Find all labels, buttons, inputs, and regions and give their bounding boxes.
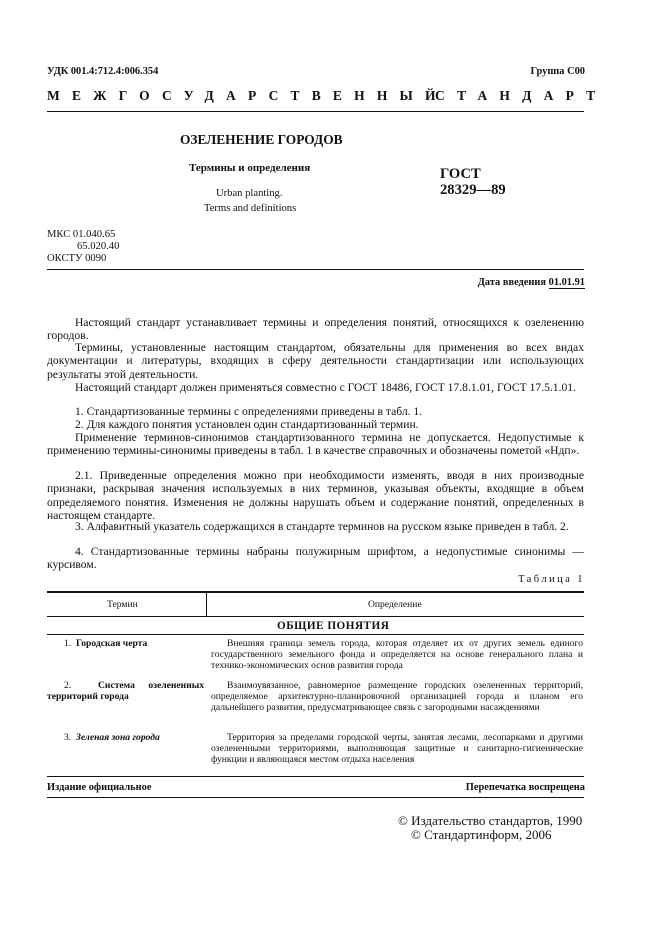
mks-code-1: МКС 01.040.65 [47, 229, 116, 240]
english-title-line1: Urban planting. [216, 188, 283, 199]
edition-official: Издание официальное [47, 782, 152, 793]
body-paragraph: 2.1. Приведенные определения можно при необходимости изменять, вводя в них производные признаки, раскрывая значения используемых в них терминов, указывая объекты, входящие в объем определяемого понятия. Изменения не должны нарушать объем и содержание понятий, определенных в настоящем стандарте. [47, 469, 584, 522]
body-paragraph: 2. Для каждого понятия установлен один стандартизованный термин. [75, 418, 419, 431]
document-subtitle: Термины и определения [189, 162, 311, 174]
table-caption: Таблица 1 [518, 574, 585, 585]
table-row-term [47, 680, 204, 702]
english-title-line2: Terms and definitions [204, 203, 297, 214]
header-divider [47, 111, 584, 112]
intro-date-label: Дата введения [477, 277, 547, 288]
body-paragraph: Применение терминов-синонимов стандартизованного термина не допускается. Недопустимые к применению термины-синонимы приведены в табл. 1 в качестве справочных и обозначены пометой «Ндп». [47, 431, 584, 458]
mks-code-2: 65.020.40 [77, 241, 120, 252]
body-paragraph: Настоящий стандарт устанавливает термины и определения понятий, относящихся к озеленению городов. [47, 316, 584, 343]
gost-label: ГОСТ [440, 166, 481, 182]
body-paragraph: 3. Алфавитный указатель содержащихся в стандарте терминов на русском языке приведен в табл. 2. [75, 520, 569, 533]
section-divider [47, 634, 584, 635]
term-name: Зеленая зона города [76, 732, 160, 743]
header-column-divider [206, 591, 207, 616]
column-header-term: Термин [107, 599, 138, 610]
table-header-divider [47, 616, 584, 617]
footer-bottom-divider [47, 797, 584, 798]
okstu-code: ОКСТУ 0090 [47, 253, 107, 264]
group-code: Группа С00 [530, 66, 585, 77]
standard-banner-left: МЕЖГОСУДАРСТВЕННЫЙ [47, 88, 448, 103]
table-row-definition: Взаимоувязанное, равномерное размещение городских озелененных территорий, определяемое архитектурно-планировочной организацией города и планом его дальнейшего развития, предусматривающее связь с загородными насаждениями [211, 680, 583, 714]
document-title: ОЗЕЛЕНЕНИЕ ГОРОДОВ [180, 132, 343, 147]
table-row-term [64, 638, 204, 649]
term-number: 1. [64, 638, 72, 649]
copyright-standartinform: © Стандартинформ, 2006 [411, 827, 552, 842]
intro-date [478, 277, 585, 288]
gost-number: 28329—89 [440, 182, 506, 198]
reprint-prohibited: Перепечатка воспрещена [465, 782, 585, 793]
term-number: 3. [64, 732, 72, 743]
term-name: Система озелененных территорий города [47, 680, 205, 703]
body-paragraph: 1. Стандартизованные термины с определениями приведены в табл. 1. [75, 405, 423, 418]
table-row-definition: Территория за пределами городской черты, занятая лесами, лесопарками и другими озелененными территориями, выполняющая защитные и санитарно-гигиенические функции и являющаяся местом отдыха населения [211, 732, 583, 766]
body-paragraph: Настоящий стандарт должен применяться совместно с ГОСТ 18486, ГОСТ 17.8.1.01, ГОСТ 17.5.1.01. [75, 381, 576, 394]
footer-divider [47, 776, 584, 777]
standard-banner-right: СТАНДАРТ [435, 88, 608, 103]
body-paragraph: Термины, установленные настоящим стандартом, обязательны для применения во всех видах документации и литературы, входящих в сферу деятельности стандартизации или использующих результаты этой деятельности. [47, 341, 584, 381]
column-header-definition: Определение [368, 599, 422, 610]
section-title: ОБЩИЕ ПОНЯТИЯ [277, 620, 390, 632]
term-number: 2. [64, 680, 72, 691]
intro-date-value: 01.01.91 [548, 277, 585, 288]
title-divider [47, 269, 584, 270]
term-name: Городская черта [76, 638, 148, 649]
udk-code: УДК 001.4:712.4:006.354 [47, 66, 159, 77]
body-paragraph: 4. Стандартизованные термины набраны полужирным шрифтом, а недопустимые синонимы — курсивом. [47, 545, 584, 572]
copyright-publisher: © Издательство стандартов, 1990 [398, 813, 583, 828]
table-row-term [64, 732, 204, 743]
table-row-definition: Внешняя граница земель города, которая отделяет их от других земель единого государственного земельного фонда и определяется на основе генерального плана и технико-экономических основ развития города [211, 638, 583, 672]
table-top-border [47, 591, 584, 593]
